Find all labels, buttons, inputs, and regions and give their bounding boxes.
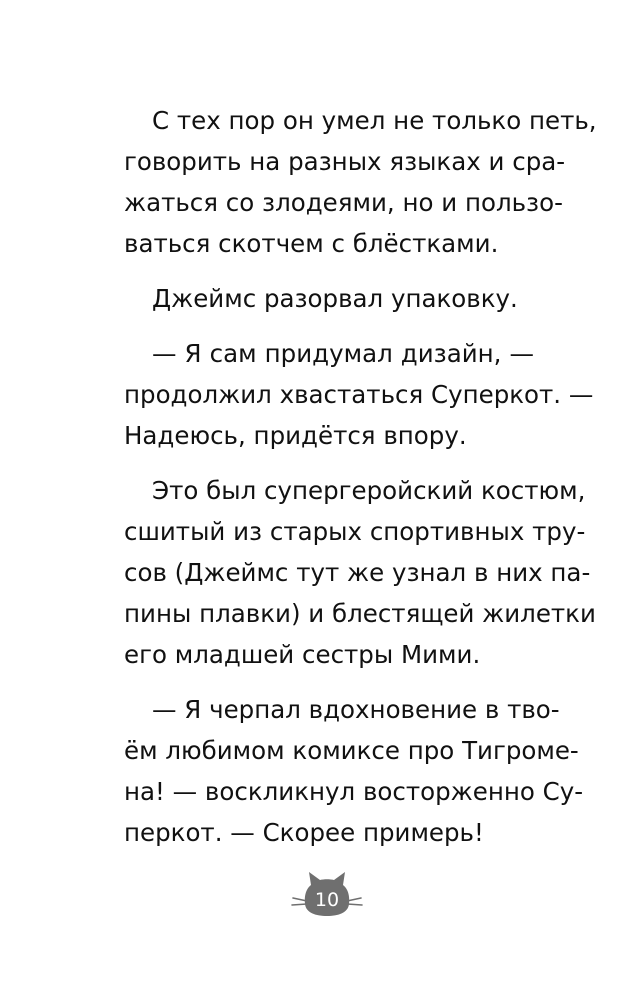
paragraph-2 <box>124 278 534 319</box>
text-line: продолжил хвастаться Суперкот. — <box>124 380 594 409</box>
text-line: пины плавки) и блестящей жилетки <box>124 599 596 628</box>
paragraph-4 <box>124 470 596 675</box>
text-line: сшитый из старых спортивных тру- <box>124 517 586 546</box>
text-line: сов (Джеймс тут же узнал в них па- <box>124 558 591 587</box>
text-line: говорить на разных языках и сра- <box>124 147 566 176</box>
text-line: — Я черпал вдохновение в тво- <box>152 695 560 724</box>
paragraph-1 <box>124 100 597 264</box>
text-line: Джеймс разорвал упаковку. <box>152 284 518 313</box>
page-text <box>124 100 597 853</box>
text-line: С тех пор он умел не только петь, <box>152 106 597 135</box>
paragraph-5 <box>124 689 584 853</box>
text-line: его младшей сестры Мими. <box>124 640 481 669</box>
text-line: перкот. — Скорее примерь! <box>124 818 484 847</box>
text-line: Это был супергеройский костюм, <box>152 476 586 505</box>
page-number: 10 <box>314 889 340 911</box>
page-number-badge <box>291 868 363 918</box>
text-line: на! — воскликнул восторженно Су- <box>124 777 584 806</box>
text-line: жаться со злодеями, но и пользо- <box>124 188 563 217</box>
text-line: ваться скотчем с блёстками. <box>124 229 499 258</box>
text-line: — Я сам придумал дизайн, — <box>152 339 534 368</box>
text-line: Надеюсь, придётся впору. <box>124 421 467 450</box>
paragraph-3 <box>124 333 594 456</box>
text-line: ём любимом комиксе про Тигроме- <box>124 736 579 765</box>
